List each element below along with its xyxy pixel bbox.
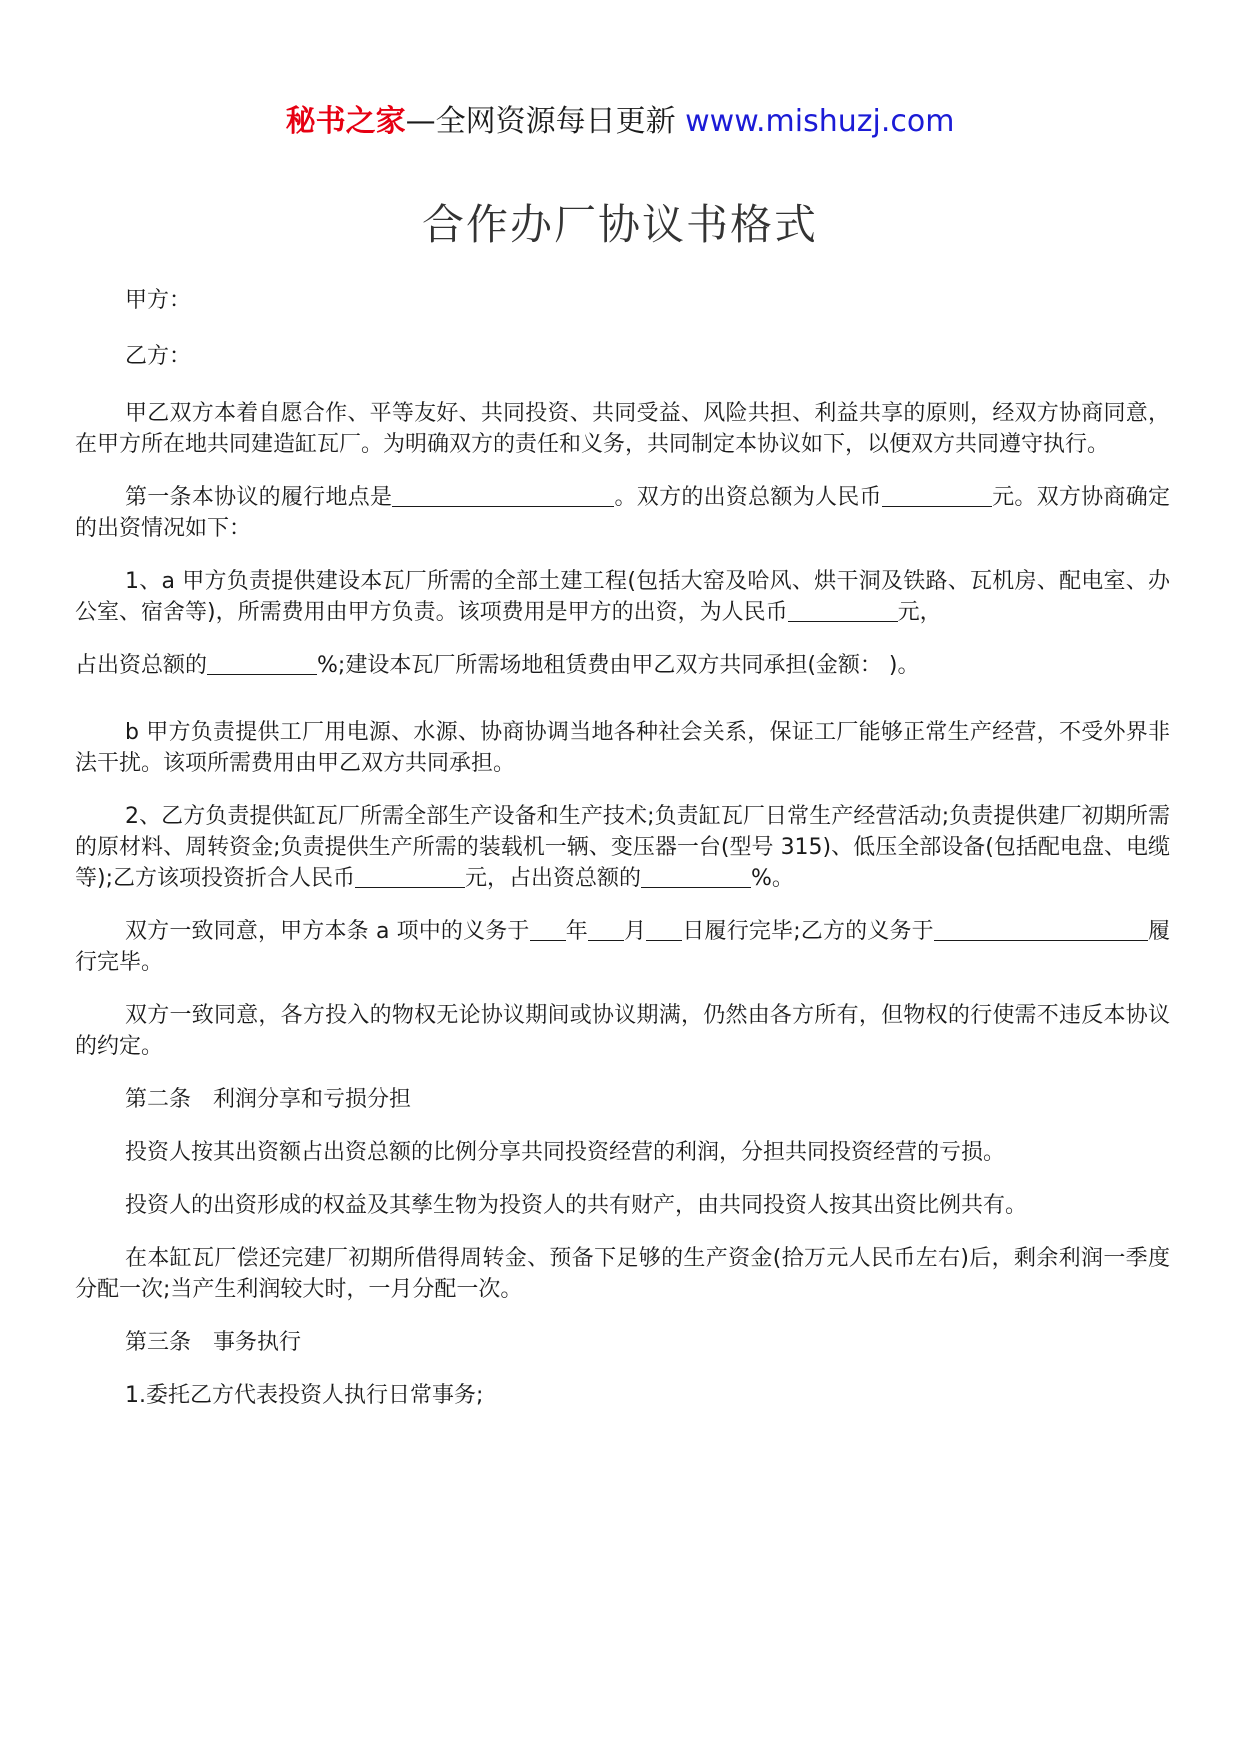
document-title: 合作办厂协议书格式 xyxy=(421,200,818,249)
agreement-1-text-a: 双方一致同意，甲方本条 a 项中的义务于 xyxy=(125,919,530,944)
article-2-paragraph-3: 在本缸瓦厂偿还完建厂初期所借得周转金、预备下足够的生产资金(拾万元人民币左右)后，剩余利润一季度分配一次;当产生利润较大时，一月分配一次。 xyxy=(75,1246,1170,1302)
article-3-heading: 第三条 事务执行 xyxy=(125,1330,302,1355)
item-1a-text-d: %;建设本瓦厂所需场地租赁费由甲乙双方共同承担(金额： )。 xyxy=(317,653,920,678)
blank-line xyxy=(530,916,566,941)
agreement-1-text-d: 日履行完毕;乙方的义务于 xyxy=(682,919,934,944)
brand-name: 秘书之家 xyxy=(285,104,406,139)
item-1a-text-c: 占出资总额的 xyxy=(75,653,208,678)
blank-line xyxy=(934,916,1084,941)
article-2-paragraph-2: 投资人的出资形成的权益及其孳生物为投资人的共有财产，由共同投资人按其出资比例共有。 xyxy=(125,1193,1028,1218)
agreement-1-text-b: 年 xyxy=(565,919,588,944)
article-3-paragraph-1: 1.委托乙方代表投资人执行日常事务; xyxy=(125,1383,484,1408)
item-1a-paragraph xyxy=(75,566,1170,628)
blank-line xyxy=(641,863,751,888)
item-1a-continued xyxy=(75,650,1170,681)
item-2-text-c: %。 xyxy=(751,866,794,891)
agreement-2-paragraph: 双方一致同意，各方投入的物权无论协议期间或协议期满，仍然由各方所有，但物权的行使需不违反本协议的约定。 xyxy=(75,1003,1170,1059)
document-body xyxy=(75,285,1170,1411)
blank-line xyxy=(646,916,682,941)
site-tagline: —全网资源每日更新 xyxy=(405,104,686,139)
blank-line xyxy=(207,650,317,675)
intro-paragraph: 甲乙双方本着自愿合作、平等友好、共同投资、共同受益、风险共担、利益共享的原则，经双方协商同意，在甲方所在地共同建造缸瓦厂。为明确双方的责任和义务，共同制定本协议如下，以便双方共同遵守执行。 xyxy=(75,401,1170,457)
blank-line xyxy=(882,482,992,507)
agreement-1-paragraph xyxy=(75,916,1170,978)
item-2-text-a: 2、乙方负责提供缸瓦厂所需全部生产设备和生产技术;负责缸瓦厂日常生产经营活动;负责提供建厂初期所需的原材料、周转资金;负责提供生产所需的装载机一辆、变压器一台(型号 315)、低压全部设备(包括配电盘、电缆等);乙方该项投资折合人民币 xyxy=(75,804,1170,891)
site-url-link[interactable]: www.mishuzj.com xyxy=(685,104,955,139)
party-a-line: 甲方： xyxy=(125,288,192,313)
blank-line xyxy=(1084,916,1148,941)
party-b-line: 乙方： xyxy=(125,344,192,369)
item-2-text-b: 元，占出资总额的 xyxy=(465,866,642,891)
agreement-1-text-e: 履行完毕。 xyxy=(75,919,1170,975)
article-1-paragraph xyxy=(75,482,1170,544)
article-1-text-a: 第一条本协议的履行地点是 xyxy=(125,485,393,510)
article-1-text-c: 元。双方协商确定的出资情况如下： xyxy=(75,485,1170,541)
site-header xyxy=(0,100,1240,144)
item-1a-text-a: 1、a 甲方负责提供建设本瓦厂所需的全部土建工程(包括大窑及哈风、烘干洞及铁路、瓦机房、配电室、办公室、宿舍等)，所需费用由甲方负责。该项费用是甲方的出资，为人民币 xyxy=(75,569,1170,625)
blank-line xyxy=(355,863,465,888)
item-1a-text-b: 元， xyxy=(897,600,942,625)
item-1b-paragraph: b 甲方负责提供工厂用电源、水源、协商协调当地各种社会关系，保证工厂能够正常生产经营，不受外界非法干扰。该项所需费用由甲乙双方共同承担。 xyxy=(75,720,1170,776)
blank-line xyxy=(392,482,614,507)
article-2-paragraph-1: 投资人按其出资额占出资总额的比例分享共同投资经营的利润，分担共同投资经营的亏损。 xyxy=(125,1140,1006,1165)
agreement-1-text-c: 月 xyxy=(623,919,647,944)
article-2-heading: 第二条 利润分享和亏损分担 xyxy=(125,1087,412,1112)
blank-line xyxy=(588,916,624,941)
blank-line xyxy=(788,597,898,622)
item-2-paragraph xyxy=(75,801,1170,894)
article-1-text-b: 。双方的出资总额为人民币 xyxy=(614,485,882,510)
